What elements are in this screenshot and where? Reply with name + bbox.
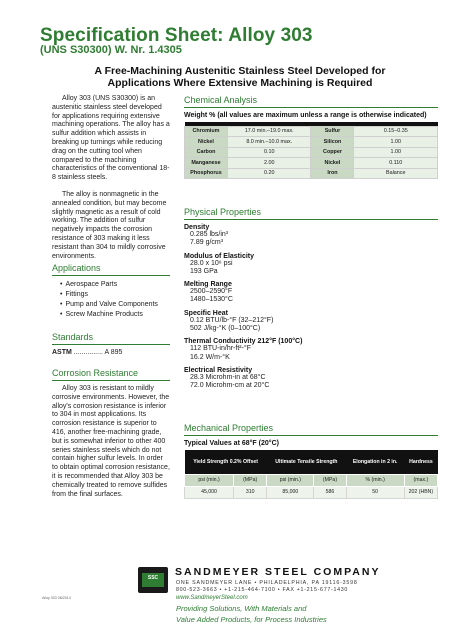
element-cell: Silicon [311, 137, 354, 148]
intro-paragraph-2: The alloy is nonmagnetic in the annealed condition, but may become slightly magnetic as a result of cold working. The addition of sulfur negatively impacts the corrosion resistance of 303 making it less resistant than 304 to mildly corrosive environments. [52, 190, 167, 260]
property-name: Modulus of Elasticity [184, 252, 255, 260]
element-cell: Nickel [311, 158, 354, 169]
page-subtitle: (UNS S30300) W. Nr. 1.4305 [40, 44, 182, 56]
table-row [185, 168, 438, 179]
property-value: 72.0 Microhm-cm at 20°C [190, 382, 270, 390]
standards-dots: ............... [71, 349, 105, 356]
property-name: Electrical Resistivity [184, 366, 253, 374]
property-value: 1480–1530°C [190, 296, 233, 304]
property-value: 0.285 lbs/in³ [190, 231, 229, 238]
company-address: ONE SANDMEYER LANE • PHILADELPHIA, PA 19116-3598 [176, 580, 358, 586]
applications-heading: Applications [52, 263, 170, 276]
property-name: Specific Heat [184, 309, 228, 317]
melting-property [184, 281, 438, 305]
company-name: SANDMEYER STEEL COMPANY [175, 566, 381, 578]
table-row [185, 137, 438, 148]
company-logo [138, 567, 168, 593]
chemical-section [184, 95, 438, 179]
element-cell: Phosphorus [185, 168, 228, 179]
corrosion-section [52, 368, 170, 499]
value-cell: 0.20 [228, 168, 311, 179]
value-cell: 310 [234, 486, 267, 498]
element-cell: Iron [311, 168, 354, 179]
property-value: 2500–2590°F [190, 288, 233, 296]
property-value: 7.89 g/cm³ [190, 239, 224, 247]
mechanical-note: Typical Values at 68°F (20°C) [184, 440, 279, 447]
value-cell: 0.15–0.35 [354, 126, 438, 137]
value-cell: 17.0 min.–19.0 max. [228, 126, 311, 137]
property-name: Thermal Conductivity 212°F (100°C) [184, 338, 303, 346]
page-title: Specification Sheet: Alloy 303 [40, 25, 313, 46]
density-property [184, 224, 438, 248]
column-header: Hardness [404, 450, 437, 474]
property-name: Melting Range [184, 281, 232, 289]
property-value: 193 GPa [190, 267, 218, 275]
corrosion-heading: Corrosion Resistance [52, 368, 170, 381]
list-item: • Pump and Valve Components [60, 300, 170, 310]
table-row [185, 147, 438, 158]
headline [40, 65, 440, 89]
unit-cell: (MPa) [314, 474, 346, 486]
standards-section [52, 332, 170, 356]
company-website-link[interactable]: www.SandmeyerSteel.com [176, 595, 248, 601]
element-cell: Copper [311, 147, 354, 158]
element-cell: Sulfur [311, 126, 354, 137]
property-value: 28.0 x 10⁶ psi [190, 259, 233, 267]
tagline-line-2: Value Added Products, for Process Industries [176, 615, 327, 624]
value-cell: 85,000 [267, 486, 314, 498]
list-item: • Aerospace Parts [60, 280, 170, 290]
table-header-row [185, 450, 438, 474]
specific-heat-property [184, 310, 438, 334]
document-code: Alloy 303 08/2014 [42, 596, 71, 600]
physical-section [184, 207, 438, 396]
value-cell: Balance [354, 168, 438, 179]
chemical-table [184, 122, 438, 179]
standards-label: ASTM [52, 349, 72, 356]
chemical-heading: Chemical Analysis [184, 95, 438, 108]
mechanical-heading: Mechanical Properties [184, 423, 438, 436]
element-cell: Manganese [185, 158, 228, 169]
standards-heading: Standards [52, 332, 170, 345]
mechanical-table [184, 450, 438, 499]
property-value: 112 BTU-in/hr-ft²-°F [190, 345, 252, 353]
standards-value: A 895 [104, 349, 123, 356]
thermal-conductivity-property [184, 338, 438, 362]
logo-text: SSC [147, 575, 159, 581]
value-cell: 50 [346, 486, 404, 498]
column-header: Ultimate Tensile Strength [267, 450, 346, 474]
corrosion-text: Alloy 303 is resistant to mildly corrosive environments. However, the alloy's corrosion resistance is inferior to 304 in most applications. Its corrosion resistance is superior to 416, another free-machining grade, but is somewhat inferior to other 400 series stainless steels which do not contain higher sulfur levels. In order to obtain optimal corrosion resistance, it is recommended that Alloy 303 be chemically treated to remove sulfides from the final surfaces. [52, 385, 170, 498]
company-tagline [176, 603, 327, 625]
standards-line [52, 349, 170, 356]
intro-text [52, 95, 170, 269]
headline-line-1: A Free-Machining Austenitic Stainless Steel Developed for [94, 65, 386, 77]
value-cell: 1.00 [354, 137, 438, 148]
unit-cell: psi (min.) [267, 474, 314, 486]
table-row [185, 126, 438, 137]
list-item: • Screw Machine Products [60, 310, 170, 320]
company-phones: 800-523-3663 • +1-215-464-7100 • FAX +1-215-677-1430 [176, 587, 349, 593]
property-value: 502 J/kg-°K (0–100°C) [190, 325, 261, 333]
list-item: • Fittings [60, 290, 170, 300]
physical-heading: Physical Properties [184, 207, 438, 220]
property-name: Density [184, 224, 210, 231]
modulus-property [184, 253, 438, 277]
tagline-line-1: Providing Solutions, With Materials and [176, 604, 307, 613]
value-cell: 202 (HBN) [404, 486, 437, 498]
property-value: 28.3 Microhm-in at 68°C [190, 373, 266, 381]
property-value: 0.12 BTU/lb-°F (32–212°F) [190, 316, 274, 324]
value-cell: 586 [314, 486, 346, 498]
applications-section [52, 263, 170, 320]
element-cell: Carbon [185, 147, 228, 158]
applications-list [52, 280, 170, 320]
value-cell: 45,000 [185, 486, 234, 498]
value-cell: 8.0 min.–10.0 max. [228, 137, 311, 148]
value-cell: 0.10 [228, 147, 311, 158]
element-cell: Chromium [185, 126, 228, 137]
headline-line-2: Applications Where Extensive Machining is Required [107, 77, 373, 89]
intro-paragraph-1: Alloy 303 (UNS S30300) is an austenitic stainless steel developed for applications requiring extensive machining operations. The alloy has a sulfur addition which assists in breaking up turnings while reducing drag on the cutting tool when compared to the machining characteristics of the conventional 18-8 stainless steels. [52, 95, 170, 182]
mechanical-section [184, 423, 438, 499]
table-units-row [185, 474, 438, 486]
value-cell: 0.110 [354, 158, 438, 169]
element-cell: Nickel [185, 137, 228, 148]
column-header: Yield Strength 0.2% Offset [185, 450, 267, 474]
value-cell: 1.00 [354, 147, 438, 158]
unit-cell: % (min.) [346, 474, 404, 486]
table-row [185, 158, 438, 169]
table-row [185, 486, 438, 498]
value-cell: 2.00 [228, 158, 311, 169]
resistivity-property [184, 367, 438, 391]
column-header: Elongation in 2 in. [346, 450, 404, 474]
unit-cell: (max.) [404, 474, 437, 486]
unit-cell: psi (min.) [185, 474, 234, 486]
chemical-note: Weight % (all values are maximum unless a range is otherwise indicated) [184, 112, 427, 119]
unit-cell: (MPa) [234, 474, 267, 486]
property-value: 16.2 W/m-°K [190, 353, 230, 361]
